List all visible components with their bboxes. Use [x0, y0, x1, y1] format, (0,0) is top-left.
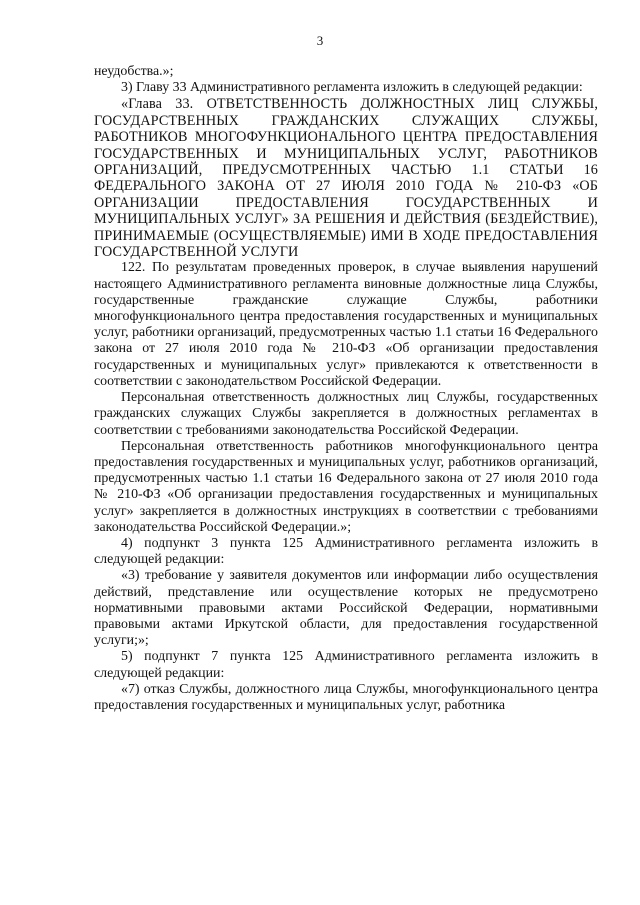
- paragraph-subitem-7: «7) отказ Службы, должностного лица Службы, многофункционального центра предоставления государственных и муниципальных услуг, работника: [94, 681, 598, 713]
- paragraph-continuation: неудобства.»;: [94, 64, 174, 79]
- paragraph-subitem-3: «3) требование у заявителя документов или информации либо осуществления действий, представление или осуществление которых не предусмотрено нормативными правовыми актами Российской Федерации, нормативными правовыми актами Иркутской области, для предоставления государственной услуги;»;: [94, 568, 598, 649]
- document-body: [94, 64, 598, 714]
- paragraph-personal-responsibility-officials: Персональная ответственность должностных лиц Службы, государственных гражданских служащих Службы закрепляется в должностных регламентах в соответствии с требованиями законодательства Российской Федерации.: [94, 390, 598, 438]
- paragraph-item-4: 4) подпункт 3 пункта 125 Административного регламента изложить в следующей редакции:: [94, 535, 598, 568]
- paragraph-personal-responsibility-mfc: Персональная ответственность работников многофункционального центра предоставления государственных и муниципальных услуг, работников организаций, предусмотренных частью 1.1 статьи 16 Федерального закона от 27 июля 2010 года № 210-ФЗ «Об организации предоставления государственных и муниципальных услуг» закрепляется в должностных инструкциях в соответствии с требованиями законодательства Российской Федерации.»;: [94, 438, 598, 535]
- paragraph-item-3: 3) Главу 33 Административного регламента изложить в следующей редакции:: [121, 80, 583, 96]
- page-number: 3: [316, 33, 324, 48]
- chapter-heading: «Глава 33. ОТВЕТСТВЕННОСТЬ ДОЛЖНОСТНЫХ ЛИЦ СЛУЖБЫ, ГОСУДАРСТВЕННЫХ ГРАЖДАНСКИХ СЛУЖАЩИХ СЛУЖБЫ, РАБОТНИКОВ МНОГОФУНКЦИОНАЛЬНОГО ЦЕНТРА ПРЕДОСТАВЛЕНИЯ ГОСУДАРСТВЕННЫХ И МУНИЦИПАЛЬНЫХ УСЛУГ, РАБОТНИКОВ ОРГАНИЗАЦИЙ, ПРЕДУСМОТРЕННЫХ ЧАСТЬЮ 1.1 СТАТЬИ 16 ФЕДЕРАЛЬНОГО ЗАКОНА ОТ 27 ИЮЛЯ 2010 ГОДА № 210-ФЗ «ОБ ОРГАНИЗАЦИИ ПРЕДОСТАВЛЕНИЯ ГОСУДАРСТВЕННЫХ И МУНИЦИПАЛЬНЫХ УСЛУГ» ЗА РЕШЕНИЯ И ДЕЙСТВИЯ (БЕЗДЕЙСТВИЕ), ПРИНИМАЕМЫЕ (ОСУЩЕСТВЛЯЕМЫЕ) ИМИ В ХОДЕ ПРЕДОСТАВЛЕНИЯ ГОСУДАРСТВЕННОЙ УСЛУГИ: [94, 96, 598, 261]
- paragraph-122: 122. По результатам проведенных проверок, в случае выявления нарушений настоящего Административного регламента виновные должностные лица Службы, государственные гражданские служащие Службы, работники многофункционального центра предоставления государственных и муниципальных услуг, работники организаций, предусмотренных частью 1.1 статьи 16 Федерального закона от 27 июля 2010 года № 210-ФЗ «Об организации предоставления государственных и муниципальных услуг» привлекаются к ответственности в соответствии с законодательством Российской Федерации.: [94, 260, 598, 389]
- paragraph-item-5: 5) подпункт 7 пункта 125 Административного регламента изложить в следующей редакции:: [94, 649, 598, 681]
